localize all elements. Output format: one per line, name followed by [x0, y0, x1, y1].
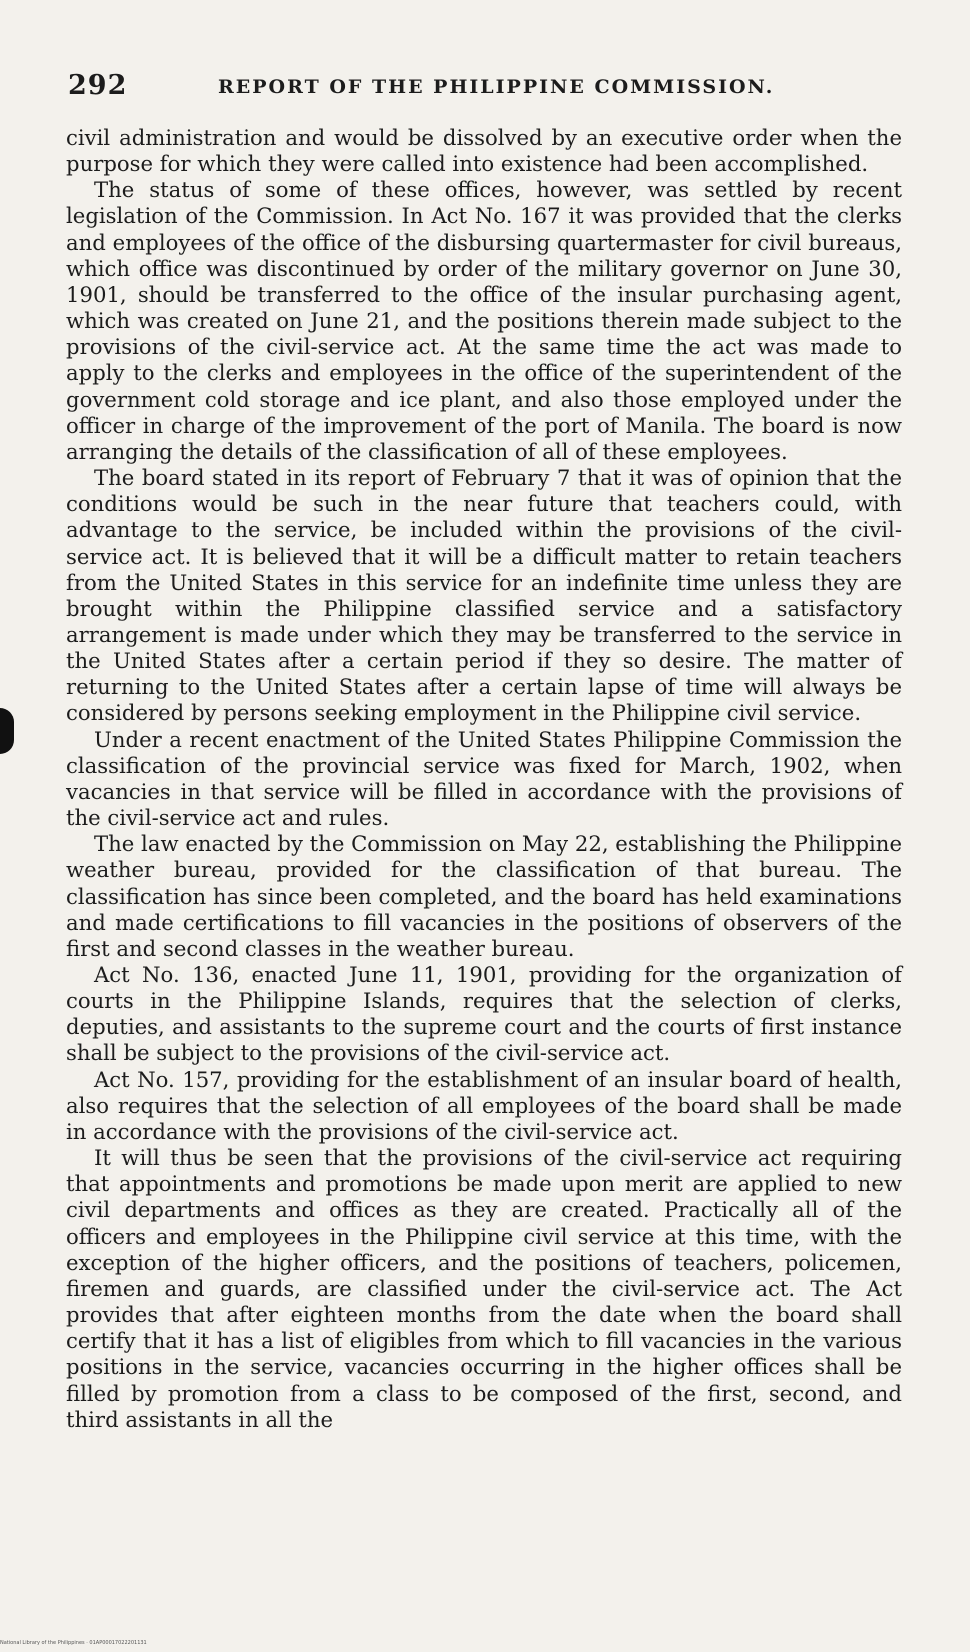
paragraph: Act No. 157, providing for the establishment of an insular board of health, also requires that the selection of all employees of the board shall be made in accordance with the provisions of the civil-service act. [66, 1066, 902, 1144]
paragraph: civil administration and would be dissolved by an executive order when the purpose for which they were called into existence had been accomplished. [66, 125, 902, 177]
paragraph: The status of some of these offices, however, was settled by recent legislation of the Commission. In Act No. 167 it was provided that the clerks and employees of the office of the disbursing quartermaster for civil bureaus, which office was discontinued by order of the military governor on June 30, 1901, should be transferred to the office of the insular purchasing agent, which was created on June 21, and the positions therein made subject to the provisions of the civil-service act. At the same time the act was made to apply to the clerks and employees in the office of the superintendent of the government cold storage and ice plant, and also those employed under the officer in charge of the improvement of the port of Manila. The board is now arranging the details of the classification of all of these employees. [66, 177, 902, 464]
paragraph: Under a recent enactment of the United States Philippine Commission the classification of the provincial service was fixed for March, 1902, when vacancies in that service will be filled in accordance with the provisions of the civil-service act and rules. [66, 726, 902, 831]
binding-margin-mark [0, 708, 14, 754]
scan-credit: National Library of the Philippines · 01AP00017022201131 [0, 1640, 147, 1646]
page-header [68, 70, 910, 110]
paragraph: Act No. 136, enacted June 11, 1901, providing for the organization of courts in the Philippine Islands, requires that the selection of clerks, deputies, and assistants to the supreme court and the courts of first instance shall be subject to the provisions of the civil-service act. [66, 962, 902, 1066]
page-number: 292 [68, 70, 128, 101]
paragraph: It will thus be seen that the provisions of the civil-service act requiring that appointments and promotions be made upon merit are applied to new civil departments and offices as they are created. Practically all of the officers and employees in the Philippine civil service at this time, with the exception of the higher officers, and the positions of teachers, policemen, firemen and guards, are classified under the civil-service act. The Act provides that after eighteen months from the date when the board shall certify that it has a list of eligibles from which to fill vacancies in the various positions in the service, vacancies occurring in the higher offices shall be filled by promotion from a class to be composed of the first, second, and third assistants in all the [66, 1145, 902, 1432]
body-text [66, 125, 902, 1433]
running-head: REPORT OF THE PHILIPPINE COMMISSION. [218, 76, 775, 98]
paragraph: The law enacted by the Commission on May 22, establishing the Philippine weather bureau, provided for the classification of that bureau. The classification has since been completed, and the board has held examinations and made certifications to fill vacancies in the positions of observers of the first and second classes in the weather bureau. [66, 831, 902, 961]
paragraph: The board stated in its report of February 7 that it was of opinion that the conditions would be such in the near future that teachers could, with advantage to the service, be included within the provisions of the civil-service act. It is believed that it will be a difficult matter to retain teachers from the United States in this service for an indefinite time unless they are brought within the Philippine classified service and a satisfactory arrangement is made under which they may be transferred to the service in the United States after a certain period if they so desire. The matter of returning to the United States after a certain lapse of time will always be considered by persons seeking employment in the Philippine civil service. [66, 465, 902, 726]
